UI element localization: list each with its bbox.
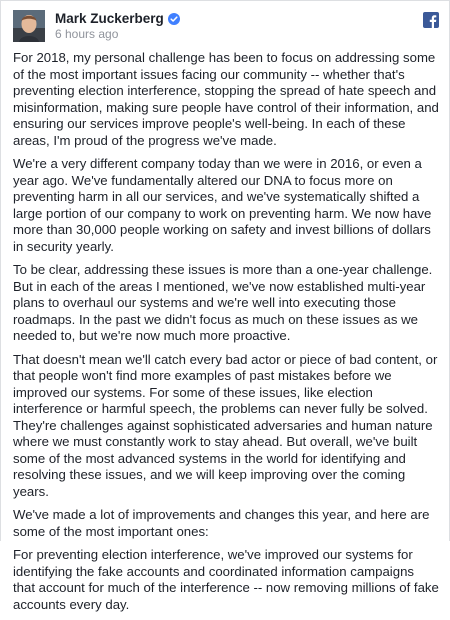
post-paragraph: We're a very different company today than we were in 2016, or even a year ago. We've fundamentally altered our DNA to focus more on preventing harm in all our services, and we've systematically shifted a large portion of our company to work on preventing harm. We now have more than 30,000 people working on safety and invest billions of dollars in security yearly. xyxy=(13,156,432,254)
facebook-logo-icon[interactable] xyxy=(423,12,439,28)
verified-badge-icon xyxy=(168,12,180,24)
profile-photo-icon xyxy=(13,10,45,42)
post-paragraph: For 2018, my personal challenge has been to focus on addressing some of the most important issues facing our community -- whether that's preventing election interference, stopping the spread of hate speech and misinformation, making sure people have control of their information, and ensuring our services improve people's well-being. In each of these areas, I'm proud of the progress we've made. xyxy=(13,50,439,148)
avatar[interactable] xyxy=(13,10,45,42)
post-meta xyxy=(55,10,180,42)
post-timestamp[interactable]: 6 hours ago xyxy=(55,27,119,41)
post-paragraph: To be clear, addressing these issues is more than a one-year challenge. But in each of the areas I mentioned, we've now established multi-year plans to overhaul our systems and we're well into executing those roadmaps. In the past we didn't focus as much on these issues as we needed to, but we're now much more proactive. xyxy=(13,262,433,343)
post-paragraph: We've made a lot of improvements and changes this year, and here are some of the most important ones: xyxy=(13,507,430,539)
author-name[interactable]: Mark Zuckerberg xyxy=(55,10,164,26)
post-paragraph: That doesn't mean we'll catch every bad actor or piece of bad content, or that people won't find more examples of past mistakes before we improved our systems. For some of these issues, like election interference or harmful speech, the problems can never fully be solved. They're challenges against sophisticated adversaries and human nature where we must constantly work to stay ahead. But overall, we've built some of the most advanced systems in the world for identifying and resolving these issues, and we will keep improving over the coming years. xyxy=(13,351,438,499)
post-body xyxy=(13,50,439,620)
post-header xyxy=(13,10,439,42)
author-row xyxy=(55,10,180,26)
post-paragraph: For preventing election interference, we've improved our systems for identifying the fake accounts and coordinated information campaigns that account for much of the interference -- now removing millions of fake accounts every day. xyxy=(13,547,439,612)
